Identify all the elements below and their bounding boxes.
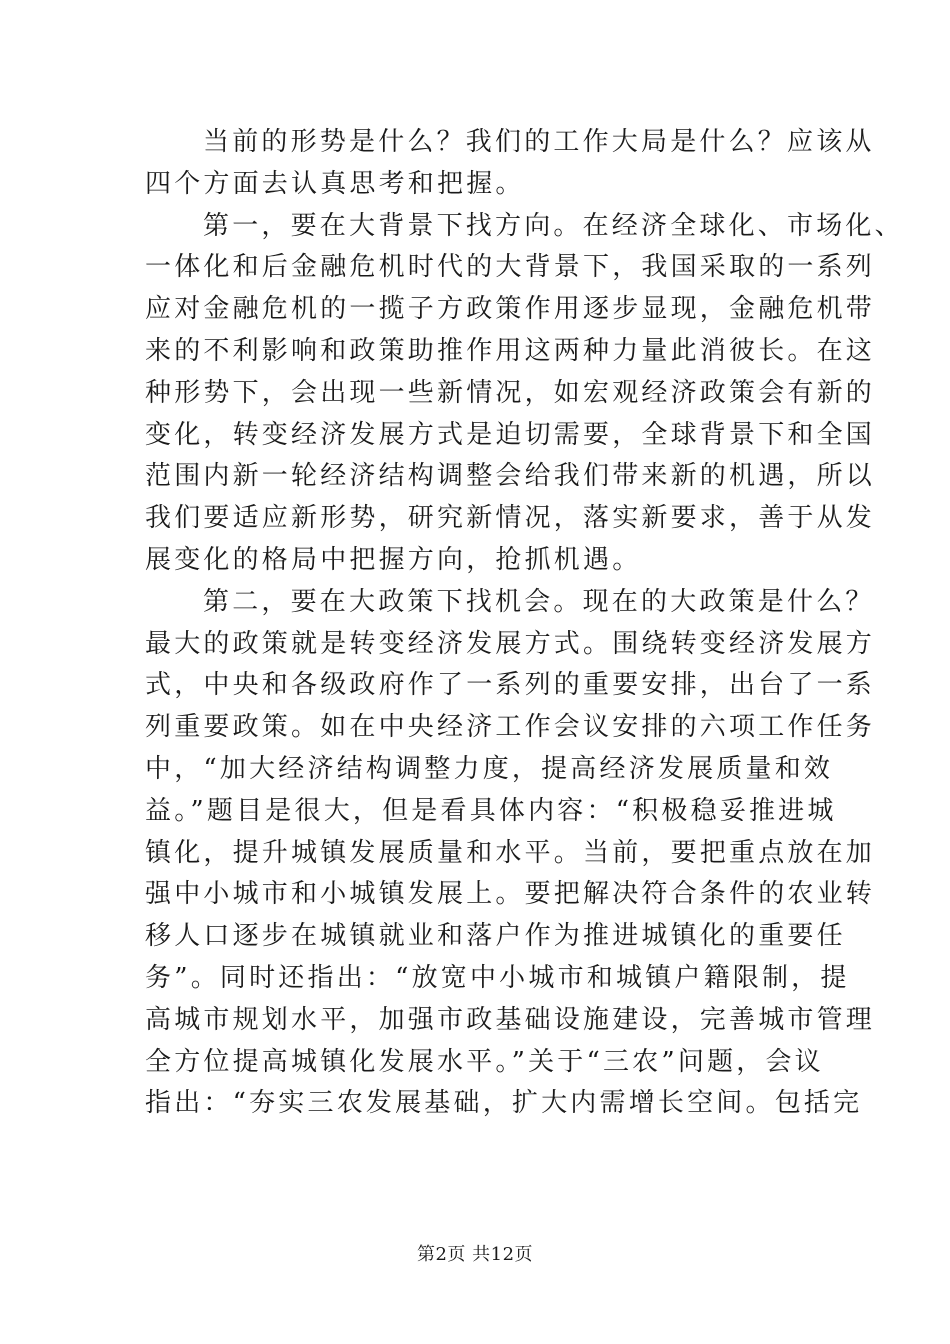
paragraph-3-line-9: 移人口逐步在城镇就业和落户作为推进城镇化的重要任	[145, 921, 846, 952]
paragraph-2-line-9: 展变化的格局中把握方向，抢抓机遇。	[145, 544, 642, 575]
paragraph-2-line-6: 变化，转变经济发展方式是迫切需要，全球背景下和全国	[145, 419, 876, 450]
paragraph-3-line-12: 全方位提高城镇化发展水平。”关于“三农”问题，会议	[145, 1046, 824, 1077]
paragraph-2-line-1: 第一，要在大背景下找方向。在经济全球化、市场化、	[203, 210, 904, 241]
paragraph-2-line-4: 来的不利影响和政策助推作用这两种力量此消彼长。在这	[145, 335, 876, 366]
paragraph-3-line-3: 式，中央和各级政府作了一系列的重要安排，出台了一系	[145, 670, 876, 701]
paragraph-3-line-7: 镇化，提升城镇发展质量和水平。当前，要把重点放在加	[145, 837, 876, 868]
paragraph-2-line-2: 一体化和后金融危机时代的大背景下，我国采取的一系列	[145, 252, 876, 283]
paragraph-2-line-3: 应对金融危机的一揽子方政策作用逐步显现，金融危机带	[145, 294, 876, 325]
paragraph-3-line-8: 强中小城市和小城镇发展上。要把解决符合条件的农业转	[145, 879, 876, 910]
paragraph-3-line-4: 列重要政策。如在中央经济工作会议安排的六项工作任务	[145, 712, 876, 743]
paragraph-2-line-7: 范围内新一轮经济结构调整会给我们带来新的机遇，所以	[145, 461, 876, 492]
paragraph-1-line-2: 四个方面去认真思考和把握。	[145, 168, 525, 199]
document-body	[145, 122, 904, 1125]
paragraph-3-line-1: 第二，要在大政策下找机会。现在的大政策是什么？	[203, 586, 875, 617]
paragraph-3-line-11: 高城市规划水平，加强市政基础设施建设，完善城市管理	[145, 1004, 876, 1035]
paragraph-3-line-2: 最大的政策就是转变经济发展方式。围绕转变经济发展方	[145, 628, 876, 659]
paragraph-1-line-1: 当前的形势是什么？我们的工作大局是什么？应该从	[203, 127, 875, 157]
paragraph-3-line-5: 中，“加大经济结构调整力度，提高经济发展质量和效	[145, 753, 834, 784]
paragraph-3-line-13: 指出：“夯实三农发展基础，扩大内需增长空间。包括完	[145, 1088, 863, 1119]
page-number-footer: 第2页 共12页	[416, 1244, 534, 1265]
paragraph-3-line-6: 益。”题目是很大，但是看具体内容：“积极稳妥推进城	[145, 795, 837, 826]
paragraph-2-line-5: 种形势下，会出现一些新情况，如宏观经济政策会有新的	[145, 377, 876, 408]
paragraph-2-line-8: 我们要适应新形势，研究新情况，落实新要求，善于从发	[145, 503, 876, 534]
paragraph-3-line-10: 务”。同时还指出：“放宽中小城市和城镇户籍限制，提	[145, 962, 850, 993]
